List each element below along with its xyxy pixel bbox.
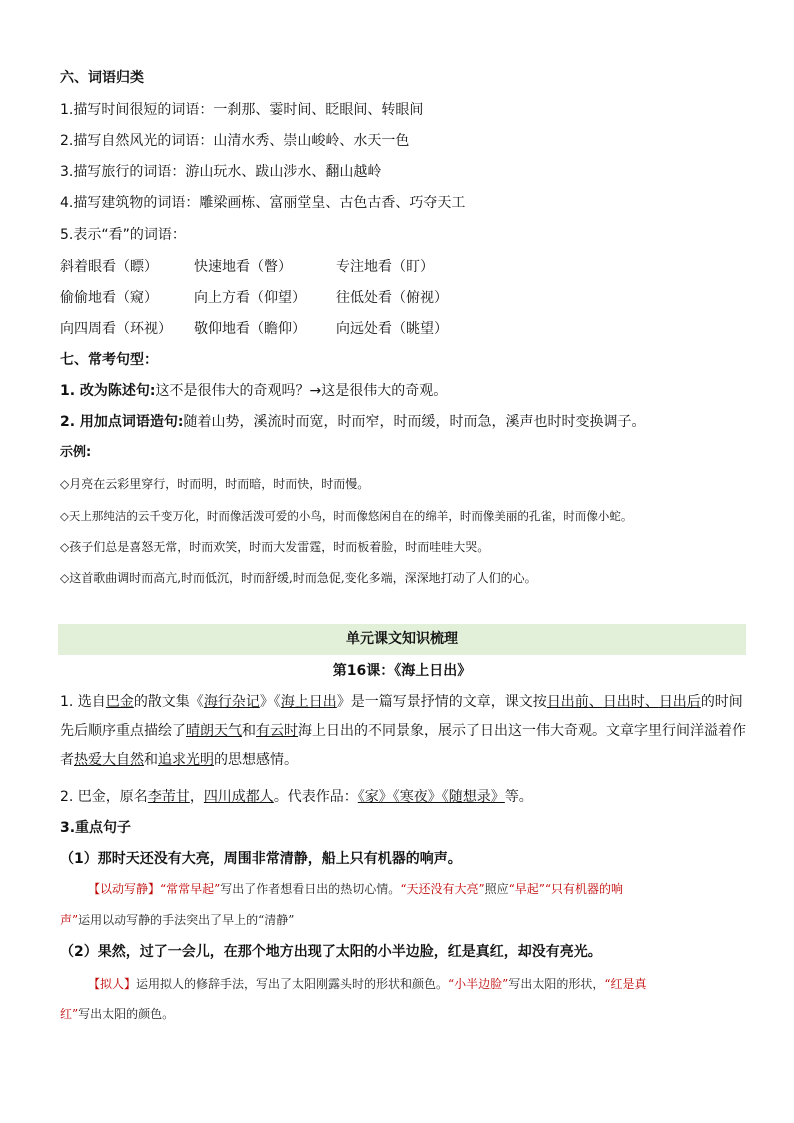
example-sentence: ◇月亮在云彩里穿行，时而明，时而暗，时而快，时而慢。 (60, 477, 370, 491)
sentence-task-2 (60, 412, 646, 432)
key-sentence-2: （2）果然，过了一会儿，在那个地方出现了太阳的小半边脸，红是真红，却没有亮光。 (60, 944, 602, 960)
example-sentence: ◇孩子们总是喜怒无常，时而欢笑，时而大发雷霆，时而板着脸，时而哇哇大哭。 (60, 540, 490, 554)
look-word: 往低处看（俯视） (336, 290, 448, 306)
sentence-task-1 (60, 381, 447, 401)
lesson-title: 第16课：《海上日出》 (332, 663, 472, 679)
paragraph-2: 2. 巴金，原名李芾甘，四川成都人。代表作品：《家》《寒夜》《随想录》等。 (60, 789, 533, 805)
unit-banner: 单元课文知识梳理 (58, 624, 746, 655)
paragraph-1-line-2: 先后顺序重点描绘了晴朗天气和有云时海上日出的不同景象，展示了日出这一伟大奇观。文章字里行间洋溢着作 (60, 723, 746, 739)
look-word: 快速地看（瞥） (194, 259, 292, 275)
look-word: 偷偷地看（窥） (60, 290, 158, 306)
look-word: 向远处看（眺望） (336, 321, 448, 337)
look-word: 向上方看（仰望） (194, 290, 306, 306)
look-word: 斜着眼看（瞟） (60, 259, 158, 275)
word-group-4: 4.描写建筑物的词语：雕梁画栋、富丽堂皇、古色古香、巧夺天工 (60, 195, 466, 211)
word-group-3: 3.描写旅行的词语：游山玩水、跋山涉水、翻山越岭 (60, 164, 382, 180)
word-group-2: 2.描写自然风光的词语：山清水秀、崇山峻岭、水天一色 (60, 133, 410, 149)
section-6-title: 六、词语归类 (60, 70, 144, 86)
analysis-2-line-1: 【拟人】运用拟人的修辞手法，写出了太阳刚露头时的形状和颜色。“小半边脸”写出太阳的形状，“红是真 (88, 977, 647, 991)
key-sentence-1: （1）那时天还没有大亮，周围非常清静，船上只有机器的响声。 (60, 851, 462, 867)
task-text: 随着山势，溪流时而宽，时而窄，时而缓，时而急，溪声也时时变换调子。 (183, 414, 646, 430)
section-7-title: 七、常考句型： (60, 352, 158, 368)
paragraph-1-line-1: 1. 选自巴金的散文集《海行杂记》《海上日出》是一篇写景抒情的文章，课文按日出前、日出时、日出后的时间 (60, 694, 743, 710)
word-group-5: 5.表示“看”的词语： (60, 227, 186, 243)
hometown: 四川成都人 (203, 789, 274, 805)
task-text: 这不是很伟大的奇观吗？→这是很伟大的奇观。 (155, 383, 448, 399)
key-sentences-title: 3.重点句子 (60, 820, 132, 836)
word-group-1: 1.描写时间很短的词语：一刹那、霎时间、眨眼间、转眼间 (60, 102, 424, 118)
look-word: 向四周看（环视） (60, 321, 172, 337)
author-name: 巴金 (105, 694, 134, 710)
original-name: 李芾甘 (147, 789, 190, 805)
look-word: 专注地看（盯） (336, 259, 434, 275)
analysis-1-line-2: 声”运用以动写静的手法突出了早上的“清静” (60, 913, 295, 927)
look-word: 敬仰地看（瞻仰） (194, 321, 306, 337)
analysis-2-line-2: 红”写出太阳的颜色。 (60, 1007, 175, 1021)
task-label: 1. 改为陈述句: (60, 383, 156, 399)
example-sentence: ◇天上那纯洁的云千变万化，时而像活泼可爱的小鸟，时而像悠闲自在的绵羊，时而像美丽的孔雀，时而像小蛇。 (60, 509, 633, 523)
collection-name: 海行杂记 (203, 694, 260, 710)
works: 《家》《寒夜》《随想录》 (357, 789, 505, 805)
task-label: 2. 用加点词语造句: (60, 414, 184, 430)
lesson-name: 海上日出 (280, 694, 337, 710)
analysis-1-line-1: 【以动写静】“常常早起”写出了作者想看日出的热切心情。“天还没有大亮”照应“早起”“只有机器的响 (88, 882, 624, 896)
technique-tag: 【以动写静】 (88, 882, 161, 896)
examples-label: 示例: (60, 445, 92, 460)
technique-tag: 【拟人】 (88, 977, 137, 991)
example-sentence: ◇这首歌曲调时而高亢,时而低沉，时而舒缓,时而急促,变化多端，深深地打动了人们的心。 (60, 571, 537, 585)
paragraph-1-line-3: 者热爱大自然和追求光明的思想感情。 (60, 752, 298, 768)
